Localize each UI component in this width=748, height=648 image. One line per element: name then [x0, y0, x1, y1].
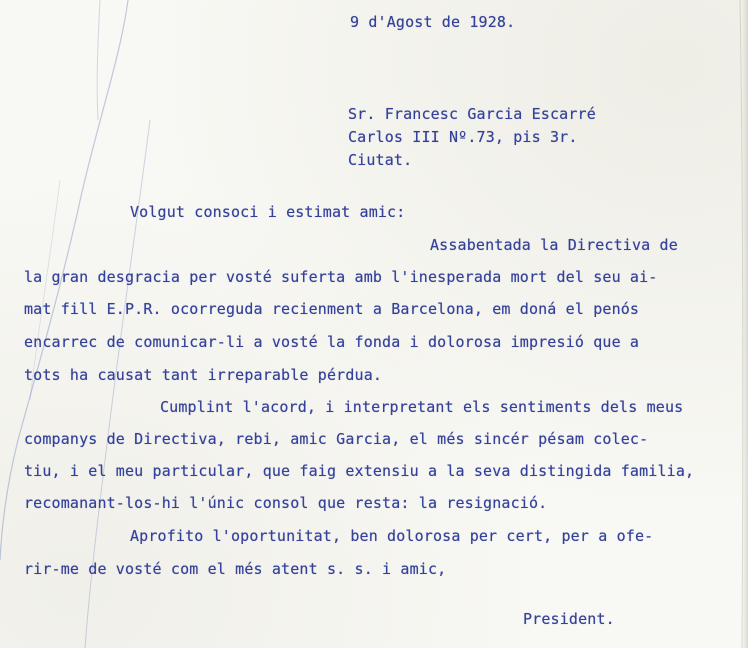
body-line: tiu, i el meu particular, que faig extensiu a la seva distingida familia, [24, 462, 695, 480]
recipient-name: Sr. Francesc Garcia Escarré [348, 105, 596, 123]
paper-right-edge [742, 0, 748, 648]
signature-title: President. [523, 610, 615, 628]
body-line: tots ha causat tant irreparable pérdua. [24, 366, 383, 384]
body-line: Assabentada la Directiva de [430, 236, 678, 254]
body-line: Cumplint l'acord, i interpretant els sentiments dels meus [160, 398, 684, 416]
body-line: Aprofito l'oportunitat, ben dolorosa per cert, per a ofe- [130, 527, 654, 545]
body-line: mat fill E.P.R. ocorreguda recienment a Barcelona, em doná el penós [24, 300, 640, 318]
recipient-city: Ciutat. [348, 151, 413, 169]
salutation: Volgut consoci i estimat amic: [130, 203, 406, 221]
body-line: companys de Directiva, rebi, amic Garcia, el més sincér pésam colec- [24, 430, 649, 448]
body-line: la gran desgracia per vosté suferta amb l'inesperada mort del seu ai- [24, 268, 658, 286]
letter-date: 9 d'Agost de 1928. [350, 13, 516, 31]
body-line: rir-me de vosté com el més atent s. s. i amic, [24, 560, 447, 578]
recipient-address: Carlos III Nº.73, pis 3r. [348, 128, 578, 146]
body-line: encarrec de comunicar-li a vosté la fonda i dolorosa impresió que a [24, 333, 640, 351]
body-line: recomanant-los-hi l'únic consol que resta: la resignació. [24, 494, 548, 512]
